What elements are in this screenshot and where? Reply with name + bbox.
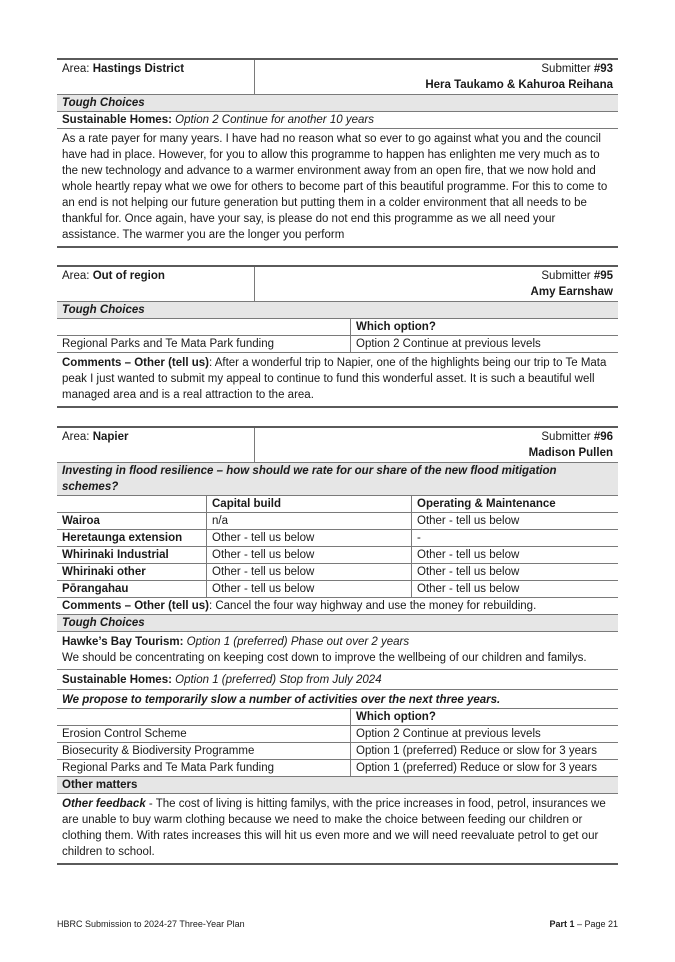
flood-row: Pōrangahau Other - tell us below Other - tell us below [57, 581, 618, 598]
flood-row: Whirinaki Industrial Other - tell us below Other - tell us below [57, 547, 618, 564]
footer-title: HBRC Submission to 2024-27 Three-Year Plan [57, 919, 245, 929]
option-row: Regional Parks and Te Mata Park funding Option 2 Continue at previous levels [57, 336, 618, 353]
other-feedback-row: Other feedback - The cost of living is hitting familys, with the price increases in food, petrol, insurances we are unable to buy warm clothing because we need to make the choice between feeding our children or clothing them. With rates increases this will hit us even more and we will need reevaluate petrol to get our children to school. [62, 798, 606, 858]
option-header-row: Which option? [57, 319, 618, 336]
page-footer [57, 919, 618, 929]
submitter-number: #96 [593, 431, 613, 443]
submitter-cell: Submitter #95 Amy Earnshaw [530, 270, 613, 298]
area-name: Out of region [92, 270, 165, 282]
submitter-name: Hera Taukamo & Kahuroa Reihana [425, 79, 613, 91]
flood-comment-row: Comments – Other (tell us): Cancel the four way highway and use the money for rebuilding. [57, 598, 618, 615]
submitter-name: Amy Earnshaw [530, 286, 613, 298]
submission-header [57, 267, 618, 302]
topic-row: Sustainable Homes: Option 2 Continue for another 10 years [57, 112, 618, 129]
submitter-name: Madison Pullen [528, 447, 613, 459]
submission-93 [57, 58, 618, 248]
slow-row: Biosecurity & Biodiversity Programme Option 1 (preferred) Reduce or slow for 3 years [57, 743, 618, 760]
flood-row: Heretaunga extension Other - tell us below - [57, 530, 618, 547]
document-page [57, 58, 618, 883]
submitter-cell: Submitter #96 Madison Pullen [528, 431, 613, 459]
homes-row: Sustainable Homes: Option 1 (preferred) Stop from July 2024 [57, 670, 618, 690]
submitter-number: #95 [593, 270, 613, 282]
slow-row: Regional Parks and Te Mata Park funding Option 1 (preferred) Reduce or slow for 3 years [57, 760, 618, 777]
flood-row: Wairoa n/a Other - tell us below [57, 513, 618, 530]
area-cell: Area: Napier [57, 428, 255, 462]
section-band: Tough Choices [57, 95, 618, 112]
slow-row: Erosion Control Scheme Option 2 Continue at previous levels [57, 726, 618, 743]
submission-header [57, 60, 618, 95]
flood-question-band: Investing in flood resilience – how should we rate for our share of the new flood mitigation schemes? [57, 463, 618, 496]
submission-95 [57, 265, 618, 408]
submission-96 [57, 426, 618, 865]
comment-text: As a rate payer for many years. I have had no reason what so ever to go against what you and the council have had in place. However, for you to allow this programme to happen has enlighten me very much as to the new technology and advance to a warmer environment away from an open fire, that we now hold and whole heartly repay what we owe for others to become part of this beautiful programme. For this to come to an end is not helping our future generation but putting them in a colder environment that all needs to be thankful for. Once again, have your say, is please do not end this programme as we all need your assistance. The warmer you are the longer you perform [62, 133, 608, 241]
tourism-row: Hawke’s Bay Tourism: Option 1 (preferred) Phase out over 2 years We should be concentrating on keeping cost down to improve the wellbeing of our children and familys. [57, 632, 618, 670]
area-name: Napier [92, 431, 129, 443]
submission-header [57, 428, 618, 463]
area-name: Hastings District [92, 63, 185, 75]
area-cell: Area: Out of region [57, 267, 255, 301]
footer-page: Part 1 – Page 21 [549, 919, 618, 929]
option-header-row: Which option? [57, 709, 618, 726]
area-cell: Area: Hastings District [57, 60, 255, 94]
other-matters-band: Other matters [57, 777, 618, 794]
comment-row: Comments – Other (tell us): After a wonderful trip to Napier, one of the highlights being our trip to Te Mata peak I just wanted to submit my appeal to continue to fund this wonderful asset. It is such a beautiful well managed area and is a real attraction to the area. [62, 357, 607, 401]
flood-header-row: Capital build Operating & Maintenance [57, 496, 618, 513]
section-band: Tough Choices [57, 615, 618, 632]
slow-question-row: We propose to temporarily slow a number of activities over the next three years. [57, 690, 618, 709]
section-band: Tough Choices [57, 302, 618, 319]
submitter-cell: Submitter #93 Hera Taukamo & Kahuroa Reihana [425, 63, 613, 91]
flood-row: Whirinaki other Other - tell us below Other - tell us below [57, 564, 618, 581]
submitter-number: #93 [593, 63, 613, 75]
comment-row [57, 129, 618, 246]
